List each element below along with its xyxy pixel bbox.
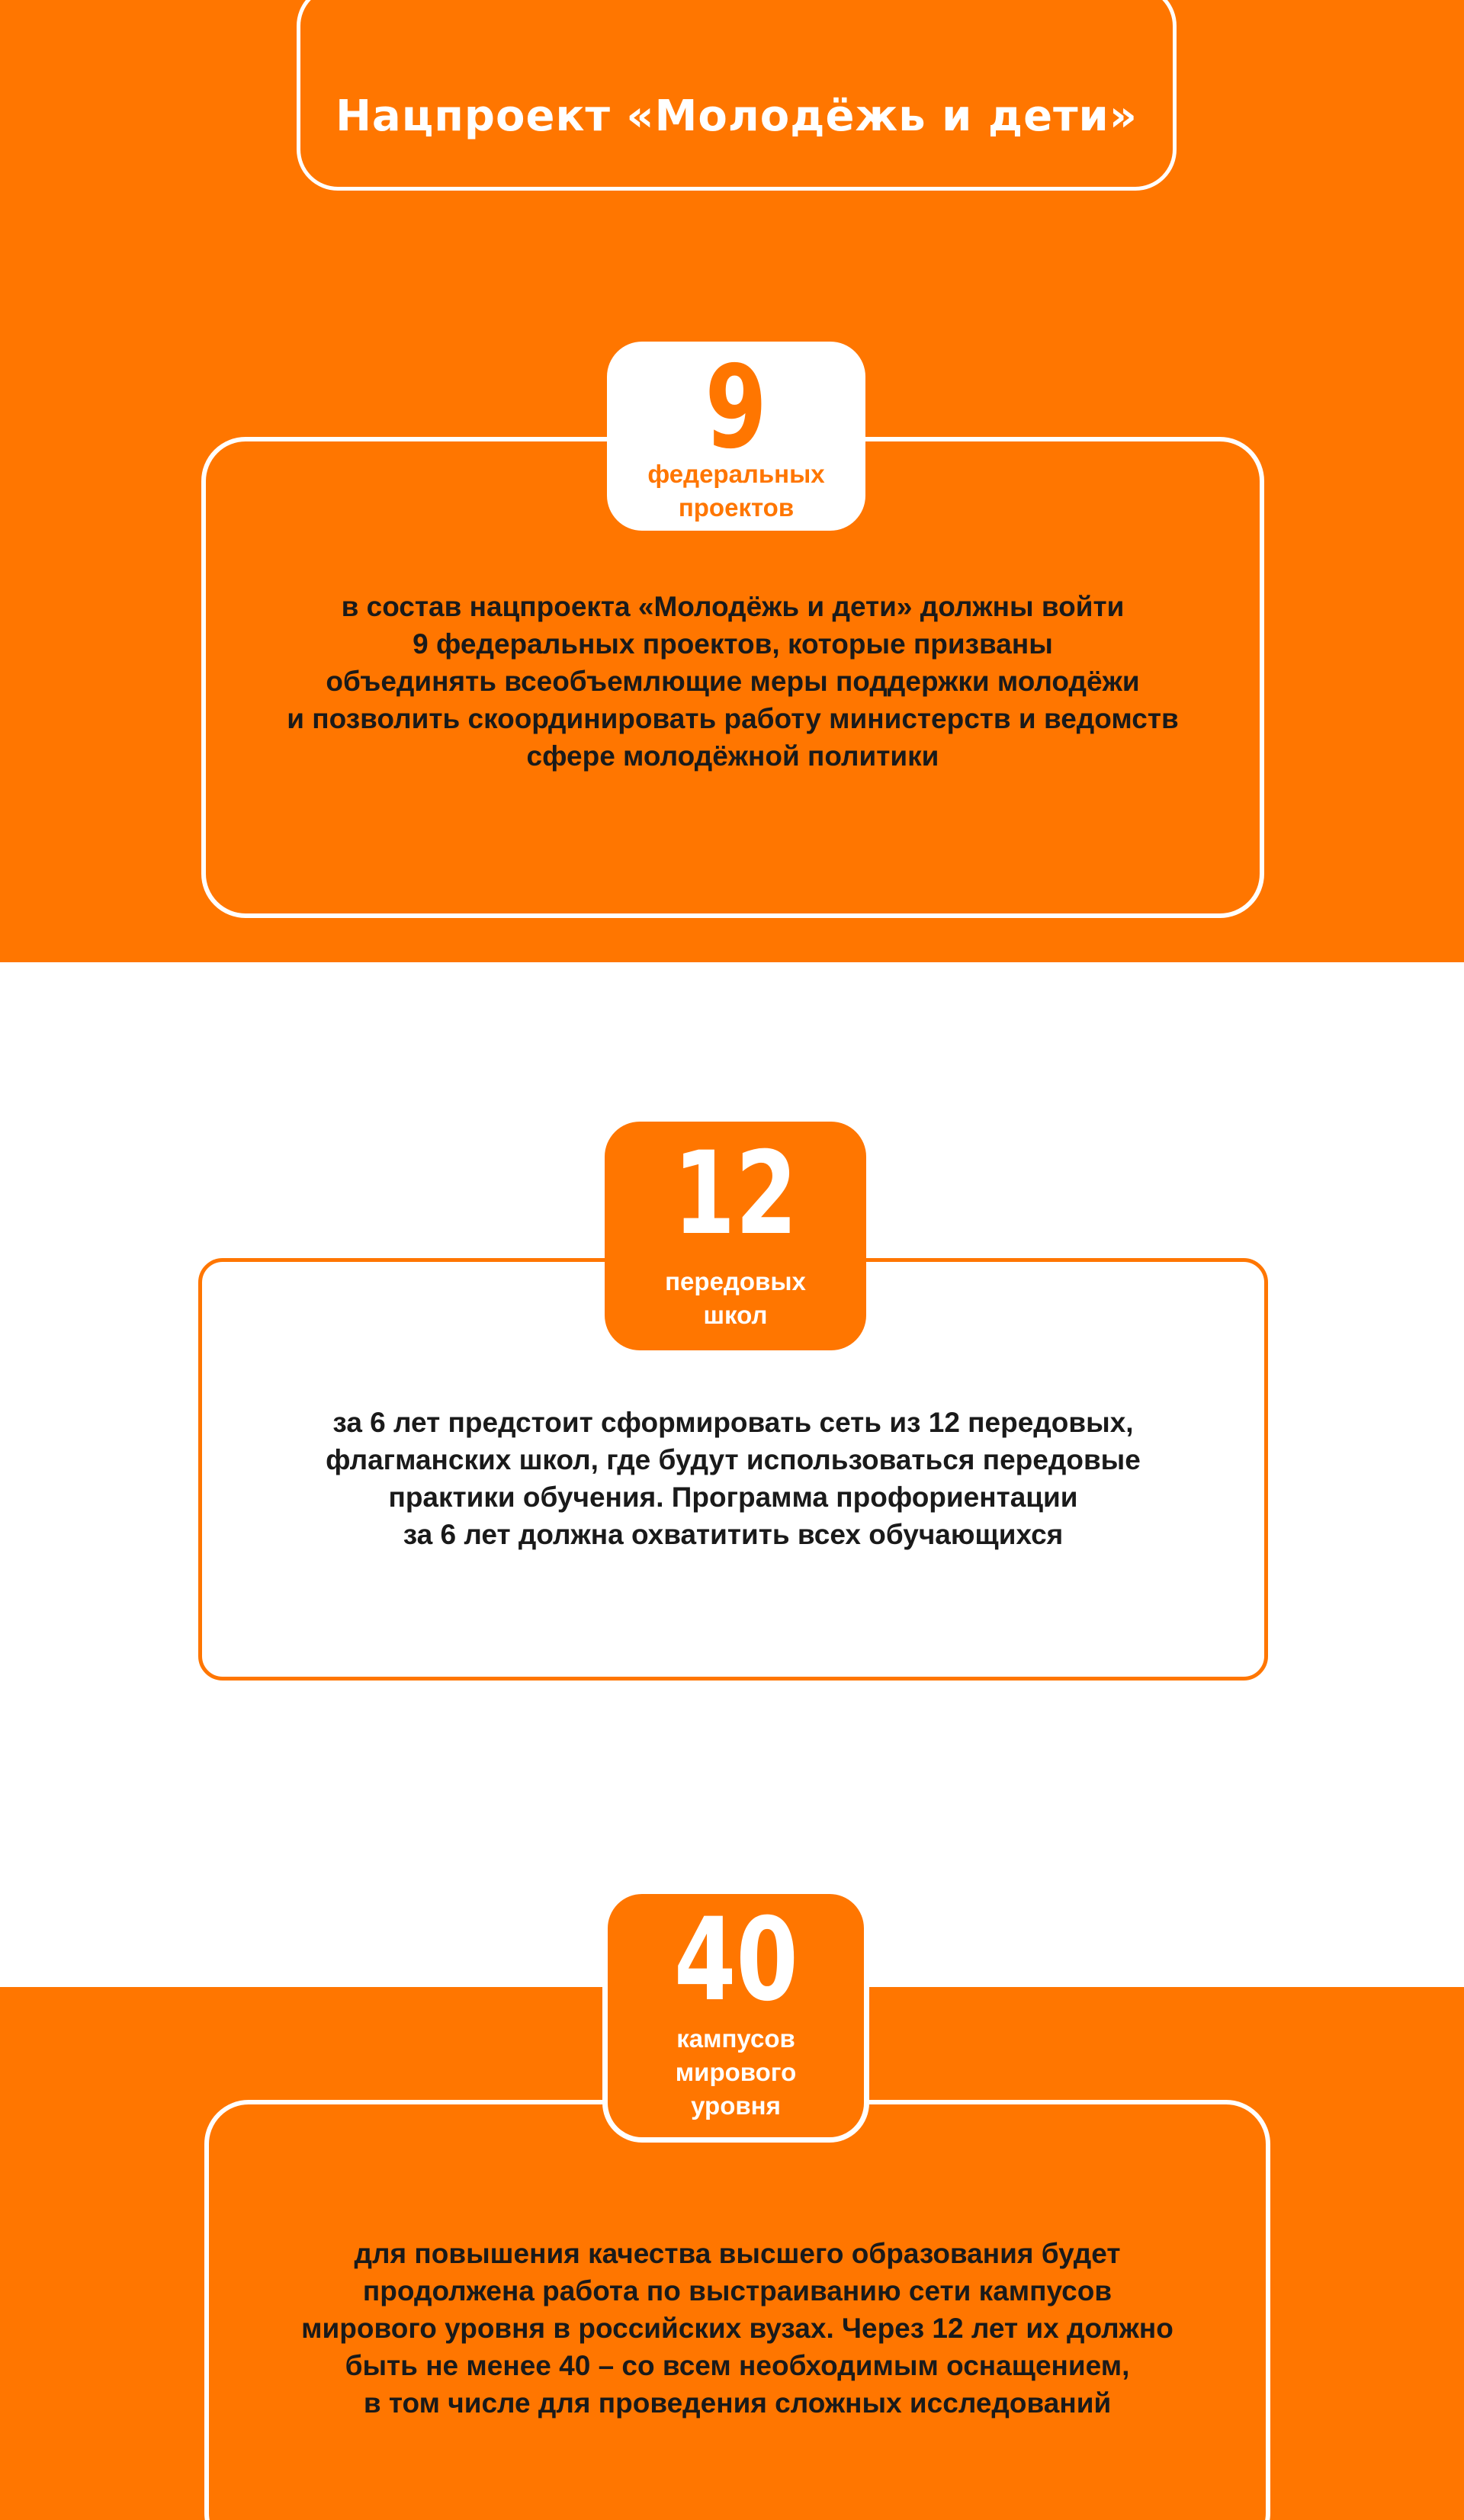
stat-label-line: федеральных (647, 460, 825, 488)
stat-label-line: уровня (691, 2091, 781, 2120)
description-line: объединять всеобъемлющие меры поддержки молодёжи (326, 666, 1140, 697)
title-frame (297, 0, 1177, 191)
description-line: для повышения качества высшего образования будет (354, 2238, 1121, 2269)
stat-label-line: проектов (678, 493, 795, 522)
campuses-badge (602, 1889, 869, 2143)
description-line: продолжена работа по выстраиванию сети кампусов (362, 2275, 1112, 2307)
schools-description (326, 1385, 1141, 1553)
description-line: в состав нацпроекта «Молодёжь и дети» должны войти (341, 591, 1125, 622)
stat-number: 12 (673, 1128, 798, 1260)
description-line: флагманских школ, где будут использоваться передовые (326, 1444, 1141, 1475)
description-line: мирового уровня в российских вузах. Через 12 лет их должно (301, 2313, 1173, 2344)
stat-number: 9 (705, 342, 768, 474)
description-line: 9 федеральных проектов, которые призваны (413, 628, 1053, 660)
stat-label-line: мирового (675, 2058, 797, 2086)
campuses-card (204, 2100, 1270, 2520)
stat-label-line: школ (703, 1301, 768, 1329)
stat-label (676, 2022, 797, 2123)
campuses-description (209, 2235, 1266, 2422)
description-line: быть не менее 40 – со всем необходимым оснащением, (345, 2350, 1130, 2381)
description-line: в том числе для проведения сложных исследований (363, 2387, 1112, 2419)
federal-projects-description (287, 580, 1178, 775)
stat-label-line: передовых (665, 1267, 806, 1295)
stat-label (665, 1265, 806, 1332)
description-line: сфере молодёжной политики (526, 740, 939, 772)
stat-number: 40 (673, 1894, 798, 2027)
schools-badge (605, 1122, 866, 1350)
federal-projects-badge (607, 342, 865, 531)
page-title: Нацпроект «Молодёжь и дети» (336, 91, 1138, 141)
stat-label-line: кампусов (676, 2024, 795, 2053)
description-line: практики обучения. Программа профориентации (388, 1482, 1078, 1513)
description-line: за 6 лет должна охватитить всех обучающихся (403, 1519, 1064, 1550)
description-line: за 6 лет предстоит сформировать сеть из 12 передовых, (332, 1407, 1134, 1438)
description-line: и позволить скоординировать работу министерств и ведомств (287, 703, 1179, 734)
